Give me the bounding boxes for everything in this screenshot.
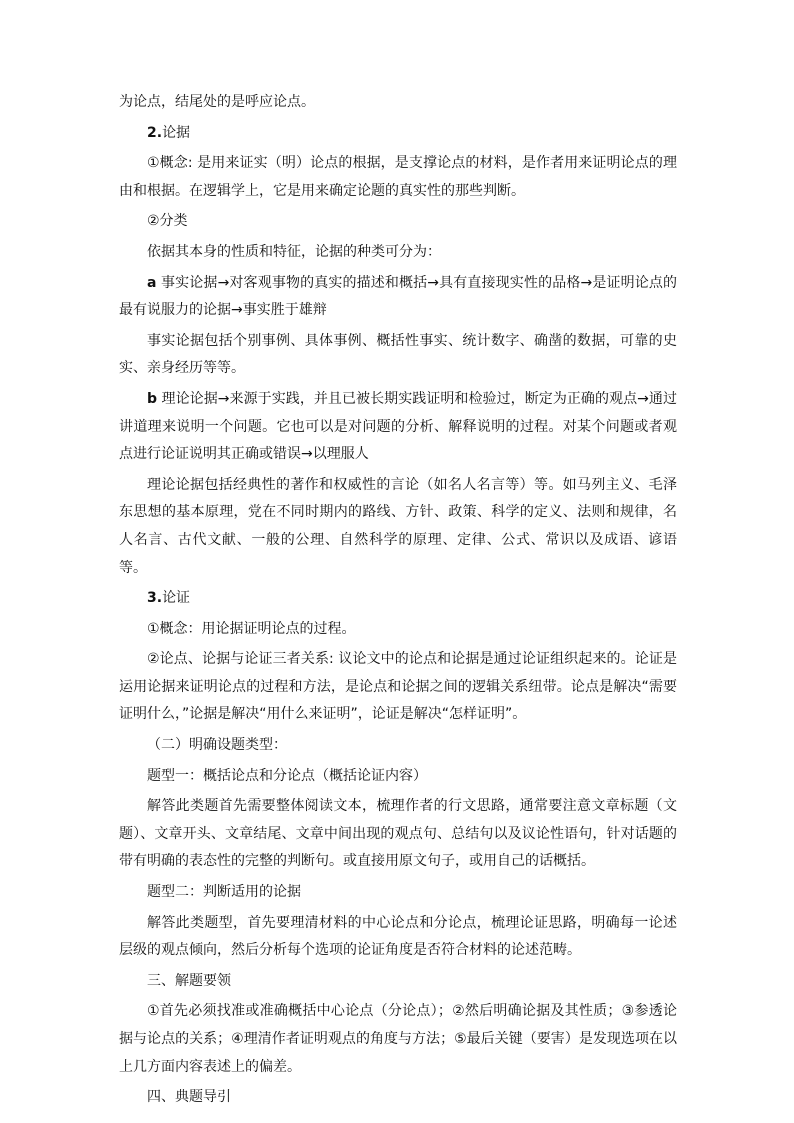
section-heading-question-types: （二）明确设题类型：	[147, 737, 287, 754]
section-title: 论据	[162, 124, 191, 141]
section-number: 3.	[147, 590, 163, 607]
section-number: 2.	[147, 124, 163, 141]
paragraph-classification: ②分类	[147, 213, 188, 230]
paragraph-key-points: ①首先必须找准或准确概括中心论点（分论点）；②然后明确论据及其性质；③参透论据与论点的关系；④理清作者证明观点的角度与方法；⑤最后关键（要害）是发现选项在以上几方面内容表述上的偏差。	[119, 1003, 677, 1075]
paragraph-classification-intro: 依据其本身的性质和特征，论据的种类可分为：	[147, 243, 441, 260]
paragraph-theoretical-examples: 理论论据包括经典性的著作和权威性的言论（如名人名言等）等。如马列主义、毛泽东思想的基本原理，党在不同时期内的路线、方针、政策、科学的定义、法则和规律，名人名言、古代文献、一般的公理、自然科学的原理、定律、公式、常识以及成语、谚语等。	[119, 476, 677, 576]
item-marker-b: b	[147, 390, 158, 407]
paragraph-type-one: 题型一：概括论点和分论点（概括论证内容）	[147, 767, 427, 784]
paragraph-type-one-method: 解答此类题首先需要整体阅读文本，梳理作者的行文思路，通常要注意文章标题（文题）、文章开头、文章结尾、文章中间出现的观点句、总结句以及议论性语句，针对话题的带有明确的表态性的完整的判断句。或直接用原文句子，或用自己的话概括。	[119, 798, 677, 870]
section-heading-argumentation	[119, 585, 677, 613]
paragraph-factual-evidence	[119, 270, 677, 325]
section-title: 论证	[162, 590, 191, 607]
paragraph-three-relations: ②论点、论据与论证三者关系: 议论文中的论点和论据是通过论证组织起来的。论证是运用论据来证明论点的过程和方法，是论点和论据之间的逻辑关系纽带。论点是解决“需要证明什么，”论据是解决“用什么来证明”，论证是解决“怎样证明”。	[119, 651, 677, 723]
paragraph-continuation: 为论点，结尾处的是呼应论点。	[119, 94, 315, 110]
paragraph-theoretical-evidence	[119, 386, 677, 469]
section-heading-key-points: 三、解题要领	[147, 972, 231, 989]
paragraph-argumentation-concept: ①概念：用论据证明论点的过程。	[147, 620, 356, 637]
item-marker-a: a	[147, 274, 157, 291]
paragraph-factual-examples: 事实论据包括个别事例、具体事例、概括性事实、统计数字、确凿的数据，可靠的史实、亲身经历等等。	[119, 332, 677, 377]
paragraph-evidence-concept: ①概念: 是用来证实（明）论点的根据，是支撑论点的材料，是作者用来证明论点的理由和根据。在逻辑学上，它是用来确定论题的真实性的那些判断。	[119, 155, 677, 199]
section-heading-examples: 四、典题导引	[147, 1089, 231, 1106]
paragraph-type-two-method: 解答此类题型，首先要理清材料的中心论点和分论点，梳理论证思路，明确每一论述层级的观点倾向，然后分析每个选项的论证角度是否符合材料的论述范畴。	[119, 914, 677, 959]
section-heading-evidence	[119, 120, 677, 148]
document-page	[119, 89, 677, 1112]
item-text: 理论论据→来源于实践，并且已被长期实践证明和检验过，断定为正确的观点→通过讲道理来说明一个问题。它也可以是对问题的分析、解释说明的过程。对某个问题或者观点进行论证说明其正确或错误→以理服人	[119, 390, 677, 463]
paragraph-type-two: 题型二：判断适用的论据	[147, 884, 301, 901]
item-text: 事实论据→对客观事物的真实的描述和概括→具有直接现实性的品格→是证明论点的最有说服力的论据→事实胜于雄辩	[119, 274, 677, 319]
